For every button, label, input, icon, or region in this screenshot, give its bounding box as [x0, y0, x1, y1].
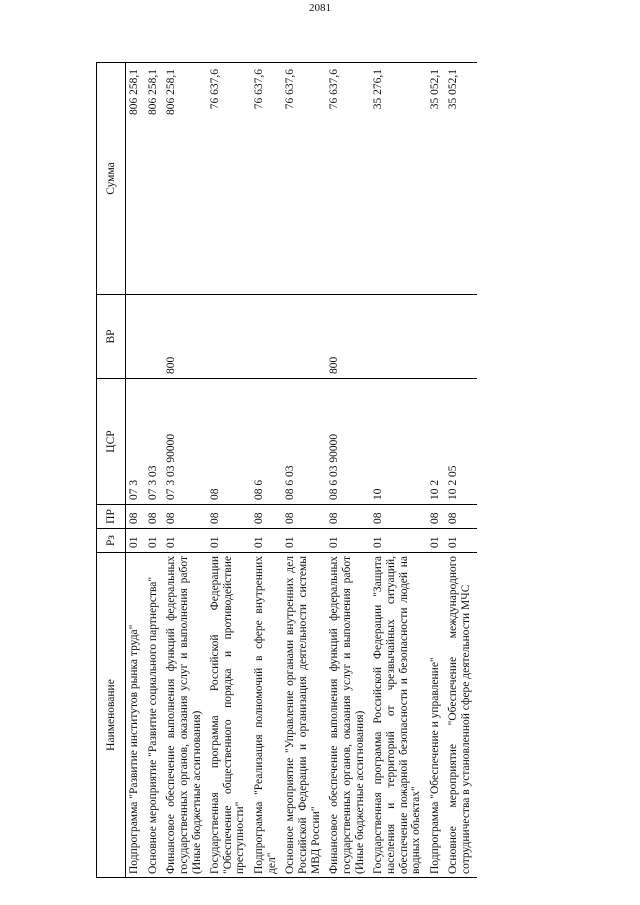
cell-vr — [251, 295, 282, 379]
cell-rz: 01 — [427, 529, 446, 553]
table-header-row — [97, 63, 126, 878]
cell-csr: 10 2 — [427, 379, 446, 505]
cell-name: Основное мероприятие "Развитие социального партнерства" — [145, 553, 164, 878]
cell-csr: 07 3 03 90000 — [163, 379, 207, 505]
cell-name: Подпрограмма "Обеспечение и управление" — [427, 553, 446, 878]
cell-vr — [427, 295, 446, 379]
cell-name: Подпрограмма "Развитие институтов рынка труда" — [126, 553, 145, 878]
cell-vr — [282, 295, 326, 379]
header-sum: Сумма — [97, 63, 126, 295]
cell-rz: 01 — [282, 529, 326, 553]
table-row — [145, 63, 164, 878]
cell-pr: 08 — [370, 505, 427, 529]
cell-csr: 07 3 — [126, 379, 145, 505]
table-row — [427, 63, 446, 878]
header-rz: Рз — [97, 529, 126, 553]
cell-name: Финансовое обеспечение выполнения функций федеральных государственных органов, оказания услуг и выполнения работ (Иные бюджетные ассигнования) — [326, 553, 370, 878]
table-row — [251, 63, 282, 878]
cell-vr — [370, 295, 427, 379]
cell-pr: 08 — [207, 505, 251, 529]
cell-rz: 01 — [326, 529, 370, 553]
page-number: 2081 — [309, 2, 331, 14]
cell-pr: 08 — [326, 505, 370, 529]
cell-csr: 10 — [370, 379, 427, 505]
cell-vr — [145, 295, 164, 379]
cell-sum: 35 052,1 — [445, 63, 476, 295]
cell-rz: 01 — [445, 529, 476, 553]
table-row — [445, 63, 476, 878]
cell-vr: 800 — [326, 295, 370, 379]
cell-pr: 08 — [251, 505, 282, 529]
table-row — [326, 63, 370, 878]
cell-csr: 08 6 03 90000 — [326, 379, 370, 505]
cell-sum: 806 258,1 — [145, 63, 164, 295]
table-row — [207, 63, 251, 878]
cell-vr — [207, 295, 251, 379]
cell-name: Финансовое обеспечение выполнения функций федеральных государственных органов, оказания услуг и выполнения работ (Иные бюджетные ассигнования) — [163, 553, 207, 878]
cell-csr: 08 6 — [251, 379, 282, 505]
cell-name: Подпрограмма "Реализация полномочий в сфере внутренних дел" — [251, 553, 282, 878]
cell-pr: 08 — [145, 505, 164, 529]
header-csr: ЦСР — [97, 379, 126, 505]
cell-rz: 01 — [163, 529, 207, 553]
header-vr: ВР — [97, 295, 126, 379]
cell-pr: 08 — [163, 505, 207, 529]
cell-vr — [126, 295, 145, 379]
header-name: Наименование — [97, 553, 126, 878]
table-row — [370, 63, 427, 878]
cell-rz: 01 — [126, 529, 145, 553]
cell-sum: 35 276,1 — [370, 63, 427, 295]
cell-sum: 806 258,1 — [126, 63, 145, 295]
cell-pr: 08 — [126, 505, 145, 529]
cell-sum: 76 637,6 — [282, 63, 326, 295]
cell-vr — [445, 295, 476, 379]
cell-vr: 800 — [163, 295, 207, 379]
cell-csr: 08 6 03 — [282, 379, 326, 505]
cell-name: Государственная программа Российской Федерации "Обеспечение общественного порядка и противодействие преступности" — [207, 553, 251, 878]
budget-table — [96, 62, 477, 878]
cell-csr: 10 2 05 — [445, 379, 476, 505]
cell-sum: 35 052,1 — [427, 63, 446, 295]
header-pr: ПР — [97, 505, 126, 529]
rotated-table-container — [96, 63, 580, 878]
cell-rz: 01 — [370, 529, 427, 553]
table-row — [282, 63, 326, 878]
cell-sum: 76 637,6 — [207, 63, 251, 295]
cell-sum: 806 258,1 — [163, 63, 207, 295]
cell-sum: 76 637,6 — [251, 63, 282, 295]
cell-name: Основное мероприятие "Обеспечение международного сотрудничества в установленной сфере деятельности МЧС — [445, 553, 476, 878]
cell-rz: 01 — [251, 529, 282, 553]
cell-csr: 07 3 03 — [145, 379, 164, 505]
cell-rz: 01 — [145, 529, 164, 553]
table-row — [126, 63, 145, 878]
cell-rz: 01 — [207, 529, 251, 553]
cell-pr: 08 — [427, 505, 446, 529]
cell-name: Основное мероприятие "Управление органами внутренних дел Российской Федерации и организация деятельности системы МВД России" — [282, 553, 326, 878]
cell-sum: 76 637,6 — [326, 63, 370, 295]
cell-name: Государственная программа Российской Федерации "Защита населения и территорий от чрезвычайных ситуаций, обеспечение пожарной безопасности и безопасности людей на водных объектах" — [370, 553, 427, 878]
cell-pr: 08 — [445, 505, 476, 529]
table-row — [163, 63, 207, 878]
cell-csr: 08 — [207, 379, 251, 505]
cell-pr: 08 — [282, 505, 326, 529]
